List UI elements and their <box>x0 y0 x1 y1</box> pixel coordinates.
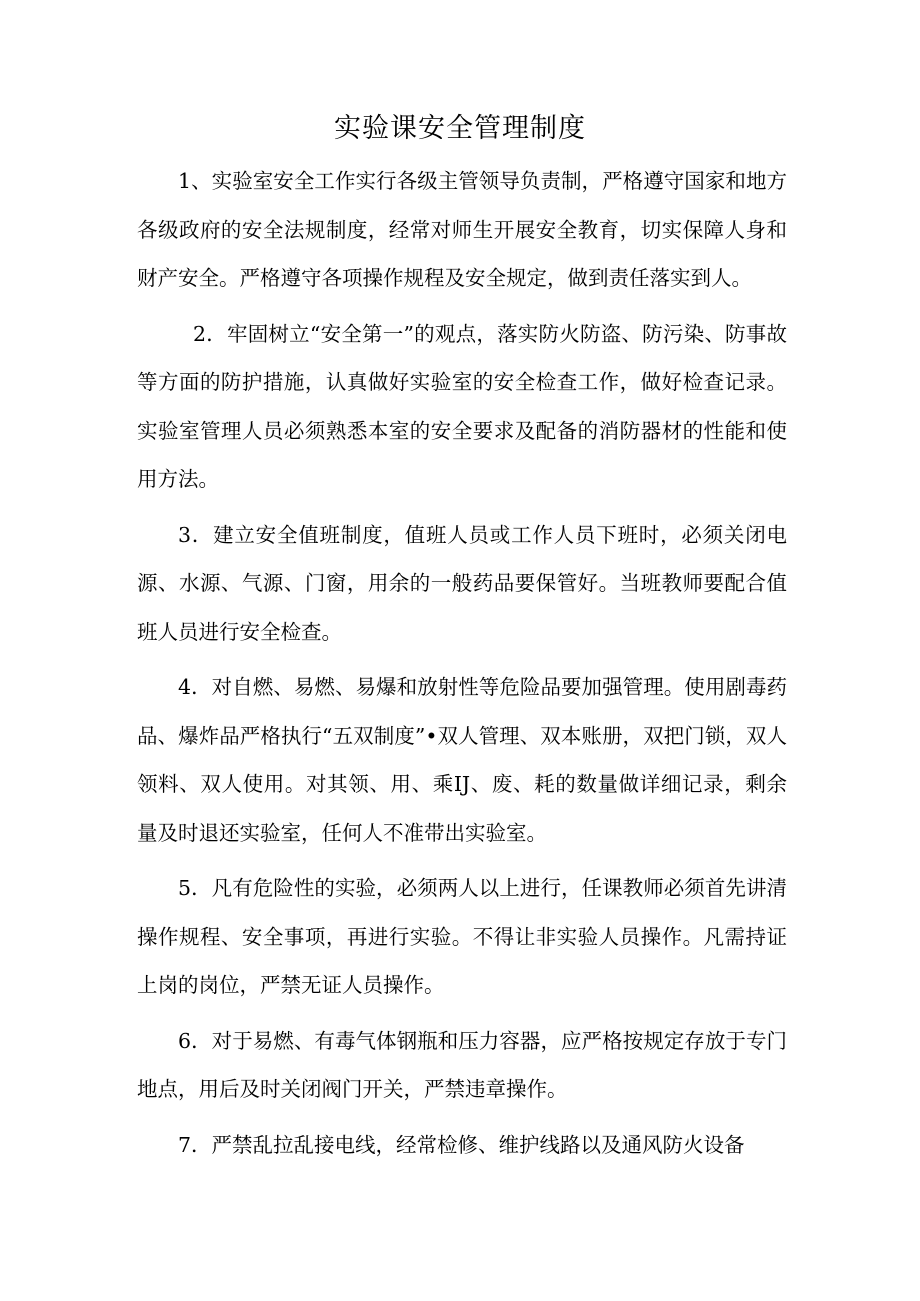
paragraph-4: 4．对自燃、易燃、易爆和放射性等危险品要加强管理。使用剧毒药品、爆炸品严格执行“五双制度”•双人管理、双本账册，双把门锁，双人领料、双人使用。对其领、用、乘IJ、废、耗的数量做详细记录，剩余量及时退还实验室，任何人不准带出实验室。 <box>137 675 787 845</box>
paragraph-5: 5．凡有危险性的实验，必须两人以上进行，任课教师必须首先讲清操作规程、安全事项，再进行实验。不得让非实验人员操作。凡需持证上岗的岗位，严禁无证人员操作。 <box>137 876 787 997</box>
paragraph-7: 7．严禁乱拉乱接电线，经常检修、维护线路以及通风防火设备 <box>178 1132 745 1157</box>
paragraph-1: 1、实验室安全工作实行各级主管领导负责制，严格遵守国家和地方各级政府的安全法规制度，经常对师生开展安全教育，切实保障人身和财产安全。严格遵守各项操作规程及安全规定，做到责任落实到人。 <box>137 169 787 290</box>
paragraph-3: 3．建立安全值班制度，值班人员或工作人员下班时，必须关闭电源、水源、气源、门窗，用余的一般药品要保管好。当班教师要配合值班人员进行安全检查。 <box>137 522 787 644</box>
paragraph-6: 6．对于易燃、有毒气体钢瓶和压力容器，应严格按规定存放于专门地点，用后及时关闭阀门开关，严禁违章操作。 <box>137 1028 787 1101</box>
document-title: 实验课安全管理制度 <box>334 113 586 144</box>
document-body <box>137 157 787 1169</box>
paragraph-2: 2．牢固树立“安全第一”的观点，落实防火防盗、防污染、防事故等方面的防护措施，认真做好实验室的安全检查工作，做好检查记录。实验室管理人员必须熟悉本室的安全要求及配备的消防器材的性能和使用方法。 <box>137 321 787 491</box>
